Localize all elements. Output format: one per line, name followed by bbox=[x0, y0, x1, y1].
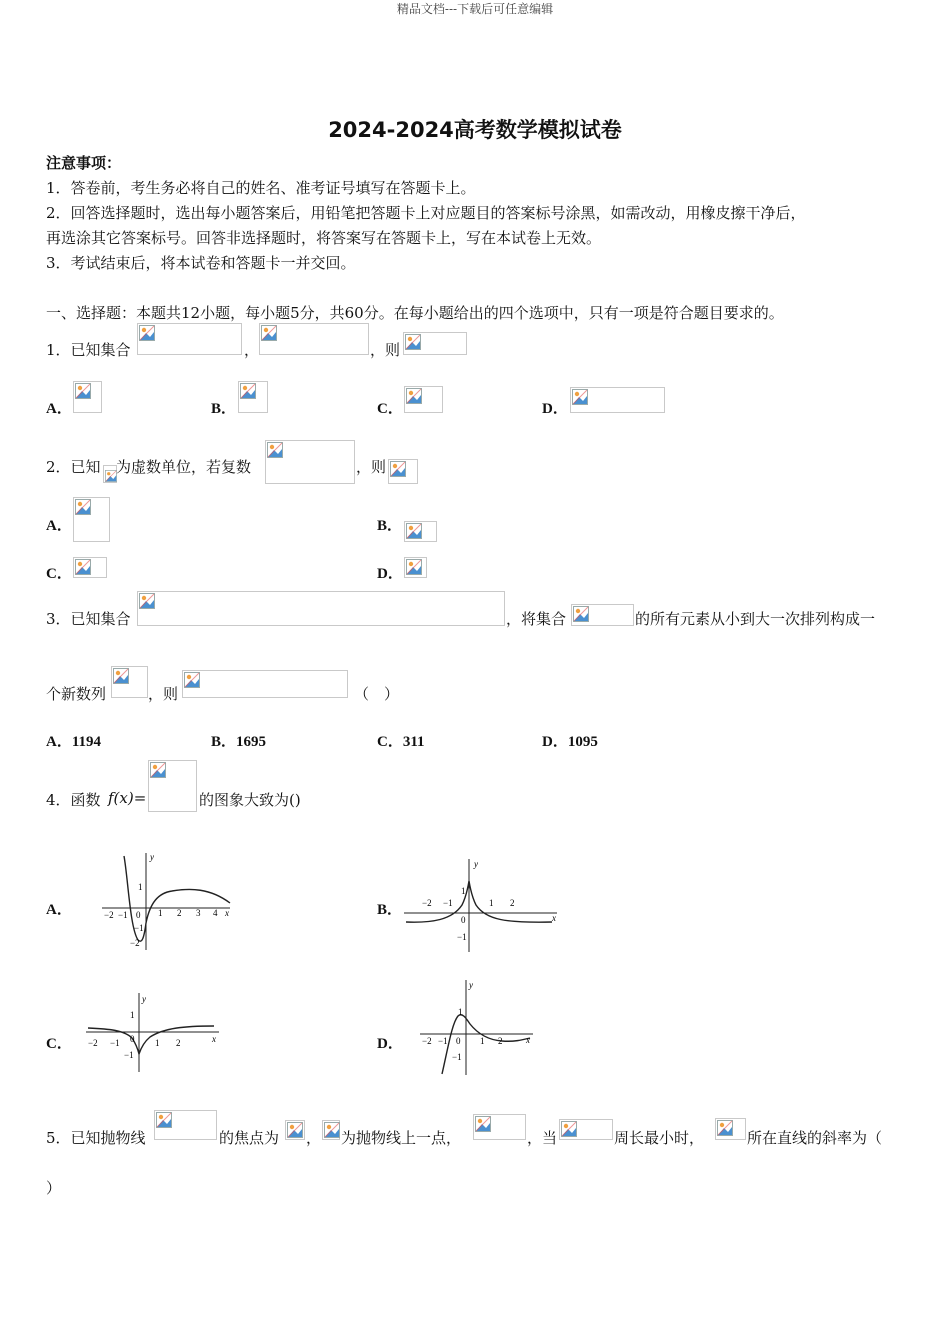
tick-label: 0 bbox=[461, 915, 466, 925]
x-label: x bbox=[526, 1035, 530, 1045]
q5-line2: ） bbox=[46, 1179, 62, 1197]
option-a: A． bbox=[46, 902, 72, 918]
section-heading: 一、选择题：本题共12小题，每小题5分，共60分。在每小题给出的四个选项中，只有一项是符合题目要求的。 bbox=[46, 304, 784, 322]
broken-image-icon bbox=[406, 559, 422, 575]
q5-text: 周长最小时， bbox=[614, 1129, 705, 1147]
tick-label: 1 bbox=[480, 1036, 485, 1046]
broken-image-icon bbox=[406, 523, 422, 539]
formula-image bbox=[559, 1119, 613, 1140]
formula-image bbox=[388, 459, 418, 484]
option-value: 311 bbox=[402, 734, 425, 750]
page-title: 2024-2024高考数学模拟试卷 bbox=[328, 118, 622, 142]
formula-image bbox=[73, 497, 110, 542]
graph-option-a bbox=[100, 848, 235, 953]
tick-label: −1 bbox=[134, 923, 144, 933]
broken-image-icon bbox=[184, 672, 200, 688]
q5-text: 所在直线的斜率为（ bbox=[747, 1129, 883, 1147]
q3-then: ，则 bbox=[148, 685, 179, 703]
option-label: A． bbox=[46, 734, 72, 750]
option-b: B． bbox=[377, 518, 403, 534]
formula-image bbox=[137, 323, 242, 355]
formula-image bbox=[404, 521, 437, 542]
broken-image-icon bbox=[261, 325, 277, 341]
q2-stem: 2．已知 bbox=[46, 458, 101, 476]
option-value: 1194 bbox=[71, 734, 102, 750]
tick-label: 1 bbox=[130, 1010, 135, 1020]
tick-label: 1 bbox=[138, 882, 143, 892]
option-label: D． bbox=[542, 734, 568, 750]
broken-image-icon bbox=[287, 1122, 303, 1138]
y-label: y bbox=[142, 994, 146, 1004]
broken-image-icon bbox=[475, 1116, 491, 1132]
formula-image bbox=[404, 386, 443, 413]
formula-image bbox=[571, 604, 634, 626]
punctuation: ， bbox=[306, 1129, 322, 1147]
tick-label: 3 bbox=[196, 908, 201, 918]
option-c: C． bbox=[46, 566, 72, 582]
tick-label: −1 bbox=[438, 1036, 448, 1046]
formula-image bbox=[404, 557, 427, 578]
graph-option-b bbox=[402, 855, 562, 955]
punctuation: ， bbox=[244, 341, 260, 359]
tick-label: 2 bbox=[510, 898, 515, 908]
option-c: C． bbox=[46, 1036, 72, 1052]
formula-image bbox=[73, 557, 107, 578]
option-d bbox=[542, 730, 598, 751]
tick-label: 1 bbox=[458, 1007, 463, 1017]
option-c: C． bbox=[377, 401, 403, 417]
broken-image-icon bbox=[267, 442, 283, 458]
formula-image bbox=[182, 670, 348, 698]
option-label: C． bbox=[377, 734, 403, 750]
function-expression: f(x)= bbox=[108, 789, 147, 807]
q1-then: ，则 bbox=[370, 341, 401, 359]
broken-image-icon bbox=[390, 461, 406, 477]
tick-label: −1 bbox=[452, 1052, 462, 1062]
x-label: x bbox=[552, 913, 556, 923]
broken-image-icon bbox=[717, 1120, 733, 1136]
formula-image bbox=[137, 591, 505, 626]
tick-label: 1 bbox=[461, 886, 466, 896]
tick-label: 0 bbox=[130, 1034, 135, 1044]
x-label: x bbox=[212, 1034, 216, 1044]
broken-image-icon bbox=[406, 388, 422, 404]
q3-stem: 3．已知集合 bbox=[46, 610, 131, 628]
tick-label: −2 bbox=[104, 910, 114, 920]
formula-image bbox=[715, 1118, 746, 1140]
option-d: D． bbox=[377, 1036, 403, 1052]
tick-label: 1 bbox=[158, 908, 163, 918]
tick-label: 2 bbox=[177, 908, 182, 918]
graph-option-c bbox=[84, 990, 224, 1075]
broken-image-icon bbox=[75, 559, 91, 575]
tick-label: −2 bbox=[88, 1038, 98, 1048]
broken-image-icon bbox=[139, 593, 155, 609]
broken-image-icon bbox=[75, 499, 91, 515]
notice-heading: 注意事项： bbox=[46, 154, 122, 172]
formula-image bbox=[238, 381, 268, 413]
notice-item: 3．考试结束后，将本试卷和答题卡一并交回。 bbox=[46, 254, 356, 272]
broken-image-icon bbox=[405, 334, 421, 350]
graph-option-d bbox=[418, 978, 538, 1078]
formula-image bbox=[570, 387, 665, 413]
q2-then: ，则 bbox=[356, 458, 387, 476]
tick-label: −2 bbox=[422, 1036, 432, 1046]
function-curve bbox=[88, 1026, 214, 1054]
formula-image bbox=[111, 666, 148, 698]
tick-label: −1 bbox=[118, 910, 128, 920]
option-b bbox=[211, 730, 266, 751]
option-a bbox=[46, 730, 101, 751]
answer-paren: （ ） bbox=[354, 685, 400, 703]
broken-image-icon bbox=[561, 1121, 577, 1137]
notice-item: 1．答卷前，考生务必将自己的姓名、准考证号填写在答题卡上。 bbox=[46, 179, 476, 197]
y-label: y bbox=[469, 980, 473, 990]
formula-image bbox=[473, 1114, 526, 1140]
formula-image bbox=[154, 1110, 217, 1140]
tick-label: 0 bbox=[456, 1036, 461, 1046]
broken-image-icon bbox=[113, 668, 129, 684]
q4-stem: 4．函数 bbox=[46, 791, 101, 809]
broken-image-icon bbox=[150, 762, 166, 778]
option-c bbox=[377, 730, 425, 751]
y-label: y bbox=[150, 852, 154, 862]
tick-label: 1 bbox=[155, 1038, 160, 1048]
q3-mid: ，将集合 bbox=[506, 610, 567, 628]
formula-image bbox=[403, 332, 467, 355]
option-d: D． bbox=[542, 401, 568, 417]
option-d: D． bbox=[377, 566, 403, 582]
tick-label: 2 bbox=[176, 1038, 181, 1048]
q3-line2: 个新数列 bbox=[46, 685, 107, 703]
tick-label: −1 bbox=[457, 932, 467, 942]
option-a: A． bbox=[46, 518, 72, 534]
tick-label: −2 bbox=[422, 898, 432, 908]
notice-item: 再选涂其它答案标号。回答非选择题时，将答案写在答题卡上，写在本试卷上无效。 bbox=[46, 229, 602, 247]
broken-image-icon bbox=[324, 1122, 340, 1138]
option-value: 1695 bbox=[236, 734, 267, 750]
tick-label: 0 bbox=[136, 910, 141, 920]
tick-label: 1 bbox=[489, 898, 494, 908]
formula-image bbox=[285, 1120, 305, 1140]
option-b: B． bbox=[377, 902, 403, 918]
broken-image-icon bbox=[75, 383, 91, 399]
q5-stem: 5．已知抛物线 bbox=[46, 1129, 146, 1147]
option-a: A． bbox=[46, 401, 72, 417]
q4-end: 的图象大致为() bbox=[199, 791, 301, 809]
header-note: 精品文档---下载后可任意编辑 bbox=[396, 2, 554, 16]
formula-image bbox=[73, 381, 102, 413]
tick-label: 4 bbox=[213, 908, 218, 918]
option-b: B． bbox=[211, 401, 237, 417]
y-label: y bbox=[474, 859, 478, 869]
broken-image-icon bbox=[572, 389, 588, 405]
broken-image-icon bbox=[139, 325, 155, 341]
q2-mid: 为虚数单位，若复数 bbox=[116, 458, 252, 476]
q5-text: 为抛物线上一点， bbox=[341, 1129, 462, 1147]
tick-label: −1 bbox=[443, 898, 453, 908]
broken-image-icon bbox=[240, 383, 256, 399]
broken-image-icon bbox=[156, 1112, 172, 1128]
formula-image bbox=[259, 323, 369, 355]
formula-image bbox=[103, 465, 117, 483]
formula-image bbox=[322, 1120, 340, 1140]
formula-image bbox=[265, 440, 355, 484]
broken-image-icon bbox=[573, 606, 589, 622]
tick-label: −2 bbox=[130, 938, 140, 948]
q3-end: 的所有元素从小到大一次排列构成一 bbox=[635, 610, 876, 628]
x-label: x bbox=[225, 908, 229, 918]
q1-stem: 1．已知集合 bbox=[46, 341, 131, 359]
option-label: B． bbox=[211, 734, 237, 750]
tick-label: −1 bbox=[110, 1038, 120, 1048]
q5-text: ，当 bbox=[527, 1129, 558, 1147]
tick-label: 2 bbox=[498, 1036, 503, 1046]
q5-text: 的焦点为 bbox=[219, 1129, 280, 1147]
formula-image bbox=[148, 760, 197, 812]
option-value: 1095 bbox=[567, 734, 598, 750]
notice-item: 2．回答选择题时，选出每小题答案后，用铅笔把答题卡上对应题目的答案标号涂黑，如需改动，用橡皮擦干净后， bbox=[46, 204, 806, 222]
tick-label: −1 bbox=[124, 1050, 134, 1060]
